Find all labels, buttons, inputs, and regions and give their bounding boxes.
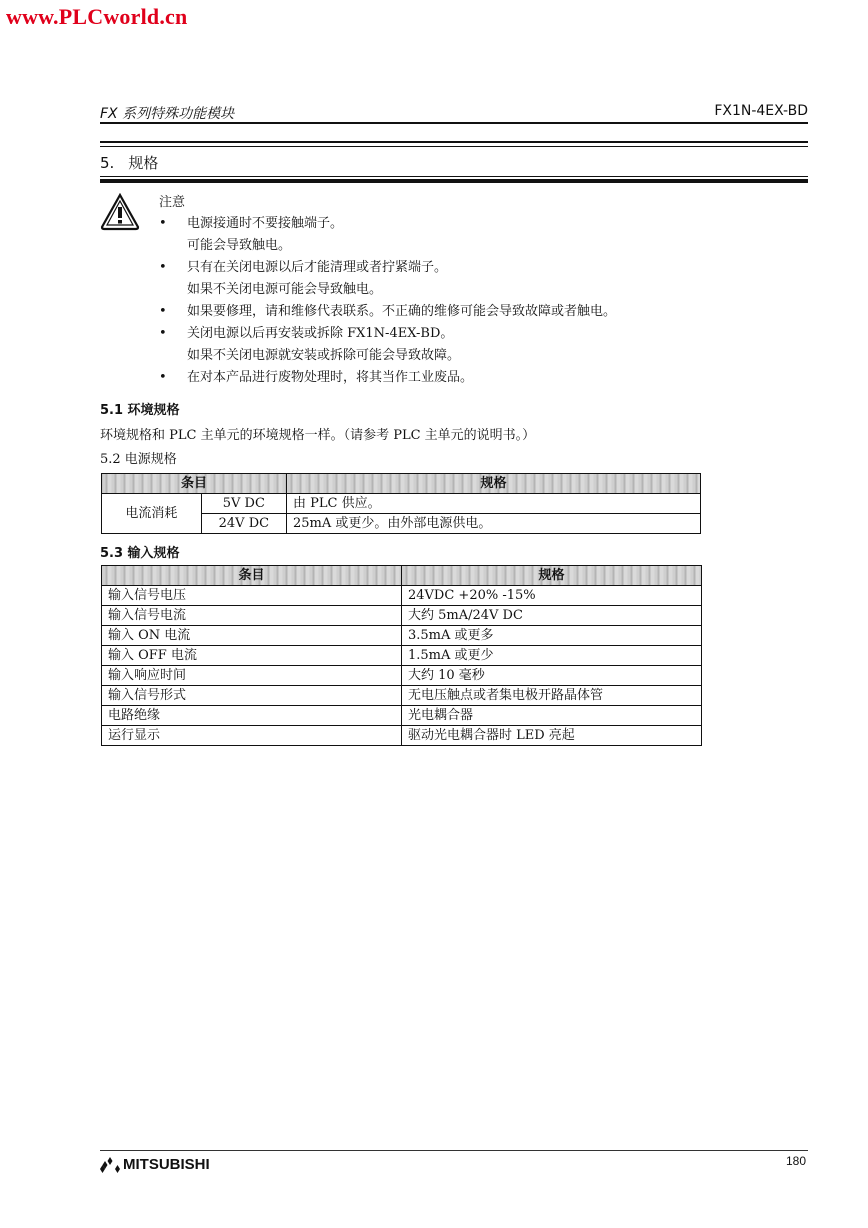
notice-item [159, 257, 799, 301]
section-title [100, 152, 158, 173]
section-title-text: 规格 [128, 154, 159, 172]
spec-cell: 3.5mA 或更多 [402, 626, 702, 646]
table-row [102, 666, 702, 686]
section-rule-bottom [100, 179, 808, 183]
table-row [102, 686, 702, 706]
spec-cell: 光电耦合器 [402, 706, 702, 726]
notice-item-subtext: 如果不关闭电源可能会导致触电。 [187, 282, 383, 297]
spec-cell: 大约 5mA/24V DC [402, 606, 702, 626]
brand-logo [100, 1156, 210, 1173]
notice-item-text: 如果要修理，请和维修代表联系。不正确的维修可能会导致故障或者触电。 [187, 304, 617, 319]
notice-item-text: 关闭电源以后再安装或拆除 FX1N-4EX-BD。 [187, 326, 454, 341]
bullet: • [159, 370, 167, 385]
notice-item-text: 在对本产品进行废物处理时，将其当作工业废品。 [187, 370, 474, 385]
brand-name: MITSUBISHI [123, 1156, 210, 1173]
bullet: • [159, 304, 167, 319]
power-spec-title: 5.2 电源规格 [100, 452, 177, 467]
bullet: • [159, 216, 167, 231]
header-item: 条目 [102, 474, 287, 494]
section-rule-top-thin [100, 146, 808, 147]
input-spec-title: 5.3 输入规格 [100, 546, 180, 561]
notice-item-text: 只有在关闭电源以后才能清理或者拧紧端子。 [187, 260, 448, 275]
item-cell: 输入 ON 电流 [102, 626, 402, 646]
notice-item-text: 电源接通时不要接触端子。 [187, 216, 344, 231]
item-cell: 输入响应时间 [102, 666, 402, 686]
spec-cell: 25mA 或更少。由外部电源供电。 [287, 514, 701, 534]
table-row [102, 706, 702, 726]
power-spec-table [101, 473, 701, 534]
table-row [102, 726, 702, 746]
spec-cell: 大约 10 毫秒 [402, 666, 702, 686]
header-model: FX1N-4EX-BD [714, 103, 808, 119]
item-cell: 输入信号电压 [102, 586, 402, 606]
input-spec-table [101, 565, 702, 746]
env-spec-text: 环境规格和 PLC 主单元的环境规格一样。（请参考 PLC 主单元的说明书。） [100, 428, 536, 443]
spec-cell: 由 PLC 供应。 [287, 494, 701, 514]
spec-cell: 24VDC +20% -15% [402, 586, 702, 606]
notice-item [159, 323, 799, 367]
voltage-cell: 5V DC [201, 494, 286, 514]
table-row [102, 494, 701, 514]
table-header-row [102, 474, 701, 494]
notice-title: 注意 [159, 195, 186, 210]
header-spec: 规格 [402, 566, 702, 586]
mitsubishi-diamonds-icon [100, 1157, 120, 1173]
bullet: • [159, 260, 167, 275]
notice-item [159, 213, 799, 257]
env-spec-title: 5.1 环境规格 [100, 403, 180, 418]
header-spec: 规格 [287, 474, 701, 494]
section-rule-bottom-thin [100, 176, 808, 177]
notice-list [159, 213, 799, 389]
spec-cell: 无电压触点或者集电极开路晶体管 [402, 686, 702, 706]
notice-item [159, 301, 799, 323]
section-rule-top [100, 141, 808, 143]
spec-cell: 驱动光电耦合器时 LED 亮起 [402, 726, 702, 746]
header-item: 条目 [102, 566, 402, 586]
item-cell: 运行显示 [102, 726, 402, 746]
row-label: 电流消耗 [102, 494, 202, 534]
table-row [102, 586, 702, 606]
table-row [102, 606, 702, 626]
watermark-link[interactable]: www.PLCworld.cn [6, 4, 188, 29]
table-header-row [102, 566, 702, 586]
item-cell: 输入 OFF 电流 [102, 646, 402, 666]
notice-item-subtext: 如果不关闭电源就安装或拆除可能会导致故障。 [187, 348, 461, 363]
bullet: • [159, 326, 167, 341]
voltage-cell: 24V DC [201, 514, 286, 534]
footer-rule [100, 1150, 808, 1151]
warning-icon [100, 193, 140, 231]
page-number: 180 [785, 1154, 806, 1168]
spec-cell: 1.5mA 或更少 [402, 646, 702, 666]
table-row [102, 646, 702, 666]
header-series-title: FX 系列特殊功能模块 [100, 106, 235, 122]
item-cell: 输入信号形式 [102, 686, 402, 706]
header-rule [100, 122, 808, 124]
item-cell: 电路绝缘 [102, 706, 402, 726]
section-number: 5. [100, 154, 115, 172]
notice-item [159, 367, 799, 389]
table-row [102, 626, 702, 646]
notice-item-subtext: 可能会导致触电。 [187, 238, 292, 253]
item-cell: 输入信号电流 [102, 606, 402, 626]
